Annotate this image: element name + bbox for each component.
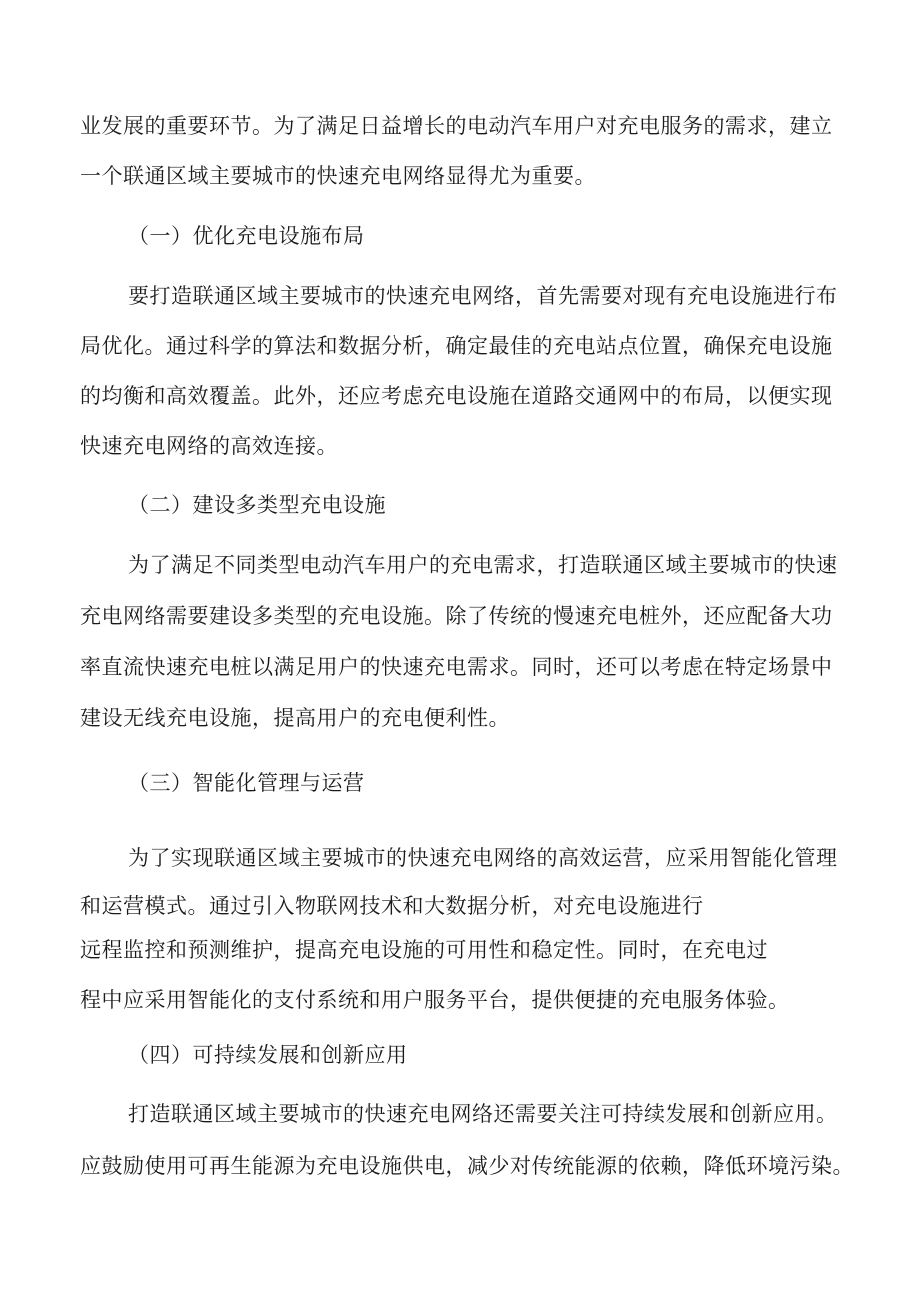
paragraph-line: 要打造联通区域主要城市的快速充电网络，首先需要对现有充电设施进行布 <box>128 284 838 308</box>
paragraph-line: 和运营模式。通过引入物联网技术和大数据分析，对充电设施进行 <box>80 894 704 918</box>
paragraph-line: 的均衡和高效覆盖。此外，还应考虑充电设施在道路交通网中的布局，以便实现 <box>80 384 833 408</box>
paragraph-line: 应鼓励使用可再生能源为充电设施供电，减少对传统能源的依赖，降低环境污染。 <box>80 1154 854 1178</box>
paragraph-line: 率直流快速充电桩以满足用户的快速充电需求。同时，还可以考虑在特定场景中 <box>80 655 833 679</box>
paragraph-line: 快速充电网络的高效连接。 <box>80 434 338 458</box>
paragraph-line: 业发展的重要环节。为了满足日益增长的电动汽车用户对充电服务的需求，建立 <box>80 114 833 138</box>
paragraph-line: 充电网络需要建设多类型的充电设施。除了传统的慢速充电桩外，还应配备大功 <box>80 604 833 628</box>
section-heading: （四）可持续发展和创新应用 <box>128 1043 408 1067</box>
paragraph-line: 建设无线充电设施，提高用户的充电便利性。 <box>80 706 510 730</box>
section-heading: （二）建设多类型充电设施 <box>128 493 386 517</box>
paragraph-line: 为了满足不同类型电动汽车用户的充电需求，打造联通区域主要城市的快速 <box>128 553 838 577</box>
paragraph-line: 打造联通区域主要城市的快速充电网络还需要关注可持续发展和创新应用。 <box>128 1102 838 1126</box>
section-heading: （三）智能化管理与运营 <box>128 771 365 795</box>
paragraph-line: 为了实现联通区域主要城市的快速充电网络的高效运营，应采用智能化管理 <box>128 846 838 870</box>
paragraph-line: 程中应采用智能化的支付系统和用户服务平台，提供便捷的充电服务体验。 <box>80 988 790 1012</box>
paragraph-line: 局优化。通过科学的算法和数据分析，确定最佳的充电站点位置，确保充电设施 <box>80 334 833 358</box>
paragraph-line: 远程监控和预测维护，提高充电设施的可用性和稳定性。同时，在充电过 <box>80 938 768 962</box>
section-heading: （一）优化充电设施布局 <box>128 224 365 248</box>
paragraph-line: 一个联通区域主要城市的快速充电网络显得尤为重要。 <box>80 164 596 188</box>
